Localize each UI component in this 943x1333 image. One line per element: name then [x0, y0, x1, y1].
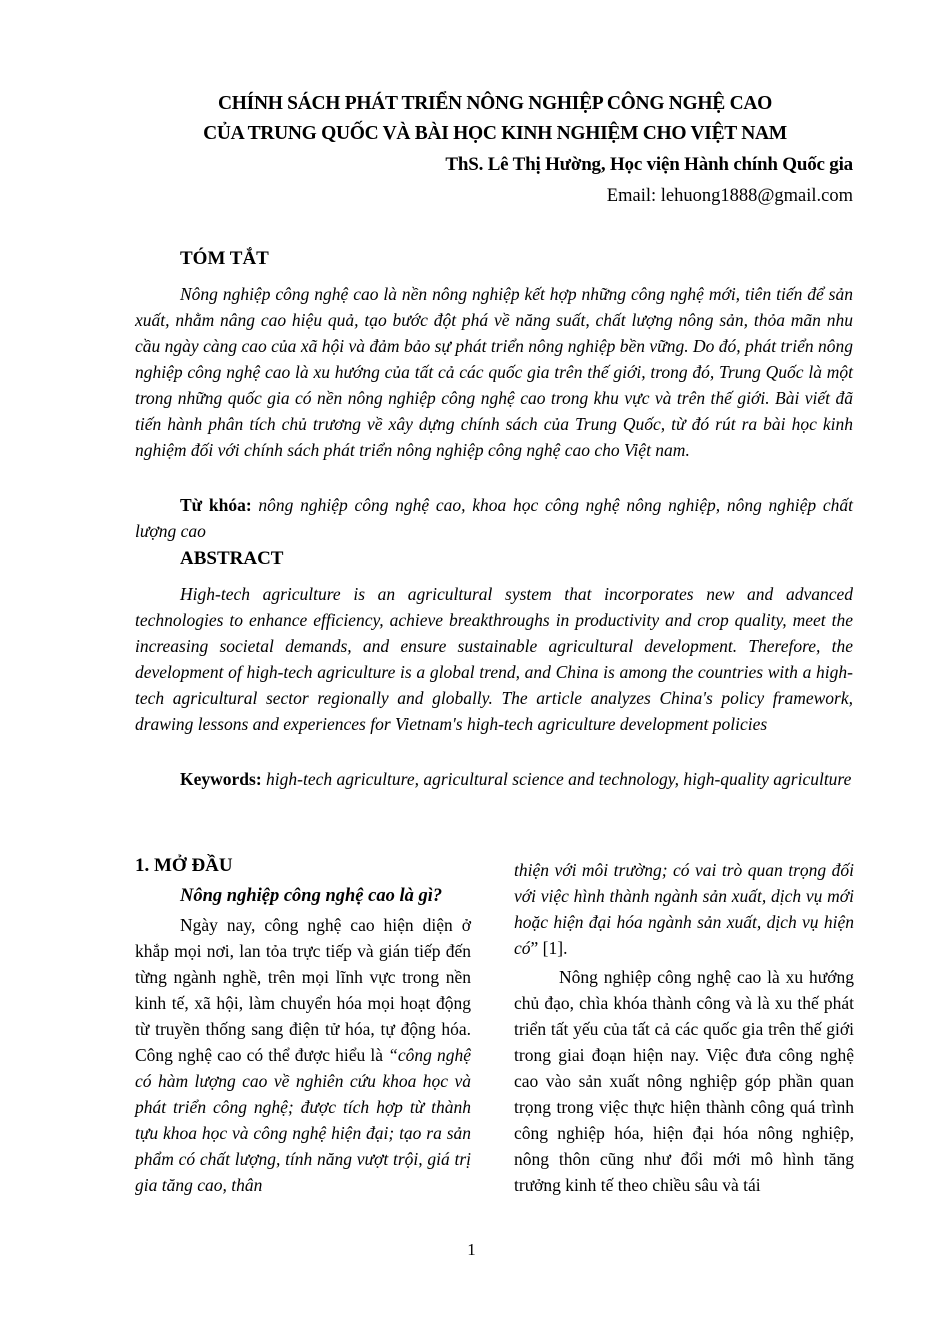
paragraph-text: Ngày nay, công nghệ cao hiện diện ở khắp mọi nơi, lan tỏa trực tiếp và gián tiếp đến từng ngành nghề, trên mọi lĩnh vực trong nền kinh tế, xã hội, làm chuyển hóa mọi hoạt động từ truyền thống sang điện tử hóa, tự động hóa. Công nghệ cao có thể được hiểu là: [135, 915, 471, 1065]
right-column-quote-continuation: [514, 857, 854, 961]
paper-title-line-1: CHÍNH SÁCH PHÁT TRIỂN NÔNG NGHIỆP CÔNG NGHỆ CAO: [218, 93, 772, 114]
right-column-paragraph: Nông nghiệp công nghệ cao là xu hướng chủ đạo, chìa khóa thành công và là xu thế phát triển tất yếu của tất cả các quốc gia trên thế giới trong giai đoạn hiện nay. Việc đưa công nghệ cao vào sản xuất nông nghiệp góp phần quan trọng trong việc thực hiện thành công quá trình công nghiệp hóa, hiện đại hóa nông nghiệp, nông thôn cũng như đổi mới mô hình tăng trưởng kinh tế theo chiều sâu và tái: [514, 967, 854, 1195]
keywords-value: high-tech agriculture, agricultural science and technology, high-quality agriculture: [261, 769, 852, 789]
abstract-heading: ABSTRACT: [180, 548, 284, 569]
summary-heading: TÓM TẮT: [180, 248, 269, 269]
definition-quote-continued: thiện với môi trường; có vai trò quan trọng đối với việc hình thành ngành sản xuất, dịch vụ mới hoặc hiện đại hóa ngành sản xuất, dịch vụ hiện có: [514, 860, 854, 958]
keywords-label: Từ khóa:: [180, 495, 252, 515]
left-column-paragraph: [135, 912, 471, 1198]
keywords-value: nông nghiệp công nghệ cao, khoa học công nghệ nông nghiệp, nông nghiệp chất lượng cao: [135, 495, 854, 541]
author-affiliation: ThS. Lê Thị Hường, Học viện Hành chính Quốc gia: [445, 154, 853, 175]
summary-keywords: [135, 492, 853, 544]
section-heading: 1. MỞ ĐẦU: [135, 855, 233, 876]
citation-reference: ” [1].: [530, 938, 568, 958]
keywords-label: Keywords:: [180, 769, 262, 789]
author-email: Email: lehuong1888@gmail.com: [606, 186, 853, 206]
paper-title-line-2: CỦA TRUNG QUỐC VÀ BÀI HỌC KINH NGHIỆM CHO VIỆT NAM: [203, 123, 787, 144]
summary-body: Nông nghiệp công nghệ cao là nền nông nghiệp kết hợp những công nghệ mới, tiên tiến để sản xuất, nhằm nâng cao hiệu quả, tạo bước đột phá về năng suất, chất lượng nông sản, thỏa mãn nhu cầu ngày càng cao của xã hội và đảm bảo sự phát triển nông nghiệp bền vững. Do đó, phát triển nông nghiệp công nghệ cao là xu hướng của tất cả các quốc gia trên thế giới, trong đó, Trung Quốc là một trong những quốc gia có nền nông nghiệp công nghệ cao trong khu vực và trên thế giới. Bài viết đã tiến hành phân tích chủ trương về xây dựng chính sách của Trung Quốc, từ đó rút ra bài học kinh nghiệm đối với chính sách phát triển nông nghiệp công nghệ cao cho Việt nam.: [135, 284, 853, 460]
abstract-body: High-tech agriculture is an agricultural system that incorporates new and advanced technologies to enhance efficiency, achieve breakthroughs in productivity and crop quality, meet the increasing societal demands, and ensure sustainable agricultural development. Therefore, the development of high-tech agriculture is a global trend, and China is among the countries with a high-tech agricultural sector regionally and globally. The article analyzes China's policy framework, drawing lessons and experiences for Vietnam's high-tech agriculture development policies: [135, 584, 853, 734]
section-subheading: Nông nghiệp công nghệ cao là gì?: [180, 886, 443, 906]
definition-quote: “công nghệ có hàm lượng cao về nghiên cứu khoa học và phát triển công nghệ; được tích hợp từ thành tựu khoa học và công nghệ hiện đại; tạo ra sản phẩm có chất lượng, tính năng vượt trội, giá trị gia tăng cao, thân: [135, 1045, 471, 1195]
abstract-keywords: [135, 766, 853, 792]
page-number: 1: [467, 1240, 476, 1259]
